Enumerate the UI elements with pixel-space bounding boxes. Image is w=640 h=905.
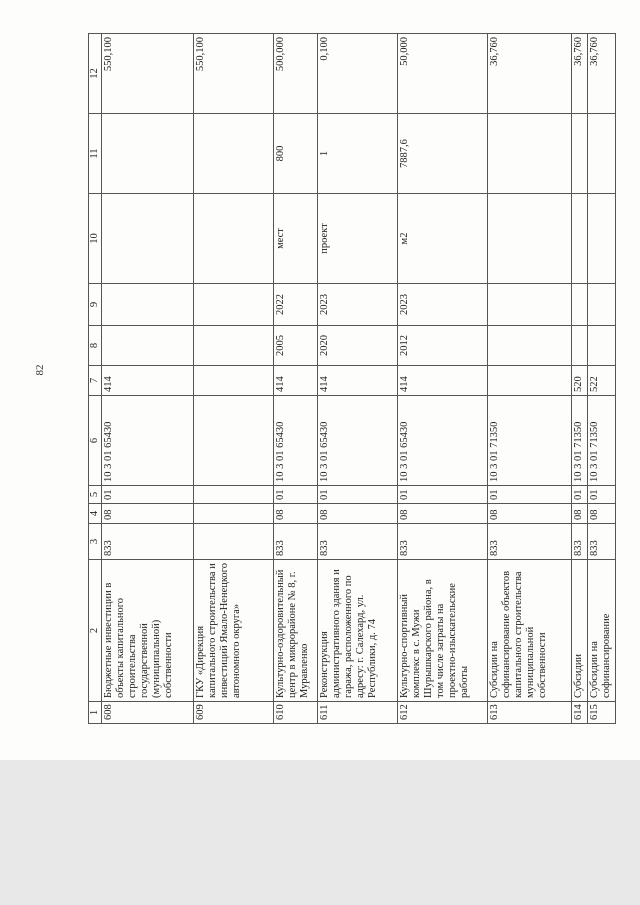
- header-row: [89, 34, 102, 724]
- cell-section: 08: [571, 504, 587, 524]
- cell-end-year: [194, 284, 274, 326]
- col-header: 9: [89, 284, 102, 326]
- cell-section: 08: [102, 504, 194, 524]
- col-header: 8: [89, 326, 102, 366]
- cell-capacity: [194, 114, 274, 194]
- cell-amount: 36,760: [487, 34, 571, 114]
- cell-amount: 0,100: [318, 34, 398, 114]
- cell-end-year: [571, 284, 587, 326]
- cell-unit: [587, 194, 615, 284]
- cell-end-year: 2023: [318, 284, 398, 326]
- cell-start-year: [487, 326, 571, 366]
- table-row: [571, 34, 587, 724]
- cell-amount: 50,000: [397, 34, 487, 114]
- row-number: 609: [194, 702, 274, 724]
- cell-subsection: 01: [397, 486, 487, 504]
- cell-admin-code: 833: [397, 524, 487, 560]
- cell-expense-type: 414: [274, 366, 318, 396]
- cell-expense-type: 414: [102, 366, 194, 396]
- cell-unit: проект: [318, 194, 398, 284]
- cell-section: 08: [587, 504, 615, 524]
- cell-expense-type: 522: [587, 366, 615, 396]
- cell-subsection: 01: [318, 486, 398, 504]
- row-number: 613: [487, 702, 571, 724]
- cell-start-year: 2012: [397, 326, 487, 366]
- document-page: 82 1 2 3 4 5 6 7 8 9 10 11 12 608 Бюджетные инвестиции в объекты капитального строительства государственной (муниципальной) собственности 833 08 01 10 3 01 65430 414 550,100 609 ГКУ «Дирекция капитального строительства и инвестиций Ямало-Ненецкого автономного округа» 550,100 610 Культурно-оздоровительный центр в микрорайоне № 8, г. Муравленко 833 08 01 10 3 01 65430 414 2005 2022 мест 800 500,000 611 Реконструкция административного здания и гаража, расположенного по адресу: г. Салехард, ул. Республики, д. 74 833 08 01 10 3 01 65430 414 2020 2023 проект 1 0,100 612 Культурно-спортивный комплекс в с. Мужи Шурышкарского района, в том числе затраты на проектно-изыскательские работы 833 08 01 10 3 01 65430 414 2012 2023 м2 7887,6 50,000 613 Субсидии на софинансирование объектов капитального строительства муниципальной собственности 833 08 01 10 3 01 71350 36,760 614 Субсидии 833 08 01 10 3 01 71350 520 36,760 615 Субсидии на софинансирование 833 08 01 10 3 01 71350 522 36,760: [0, 0, 640, 760]
- col-header: 4: [89, 504, 102, 524]
- row-name: ГКУ «Дирекция капитального строительства и инвестиций Ямало-Ненецкого автономного округа»: [194, 560, 274, 702]
- cell-target-article: 10 3 01 65430: [318, 396, 398, 486]
- table-row: [274, 34, 318, 724]
- table-row: [397, 34, 487, 724]
- row-number: 615: [587, 702, 615, 724]
- row-number: 610: [274, 702, 318, 724]
- cell-start-year: [571, 326, 587, 366]
- cell-capacity: 1: [318, 114, 398, 194]
- cell-expense-type: [194, 366, 274, 396]
- table-row: [194, 34, 274, 724]
- row-name: Культурно-спортивный комплекс в с. Мужи Шурышкарского района, в том числе затраты на проектно-изыскательские работы: [397, 560, 487, 702]
- cell-target-article: 10 3 01 71350: [587, 396, 615, 486]
- row-name: Культурно-оздоровительный центр в микрорайоне № 8, г. Муравленко: [274, 560, 318, 702]
- cell-capacity: [102, 114, 194, 194]
- cell-capacity: [587, 114, 615, 194]
- col-header: 3: [89, 524, 102, 560]
- cell-capacity: [571, 114, 587, 194]
- cell-admin-code: [194, 524, 274, 560]
- row-name: Субсидии: [571, 560, 587, 702]
- cell-target-article: [194, 396, 274, 486]
- cell-expense-type: 414: [397, 366, 487, 396]
- row-name: Субсидии на софинансирование объектов капитального строительства муниципальной собственности: [487, 560, 571, 702]
- row-name: Субсидии на софинансирование: [587, 560, 615, 702]
- cell-expense-type: [487, 366, 571, 396]
- cell-end-year: 2022: [274, 284, 318, 326]
- cell-subsection: 01: [102, 486, 194, 504]
- cell-admin-code: 833: [571, 524, 587, 560]
- cell-start-year: 2020: [318, 326, 398, 366]
- cell-section: [194, 504, 274, 524]
- cell-amount: 550,100: [102, 34, 194, 114]
- col-header: 7: [89, 366, 102, 396]
- cell-subsection: 01: [587, 486, 615, 504]
- cell-amount: 36,760: [571, 34, 587, 114]
- row-number: 608: [102, 702, 194, 724]
- row-name: Реконструкция административного здания и гаража, расположенного по адресу: г. Салехард, ул. Республики, д. 74: [318, 560, 398, 702]
- cell-target-article: 10 3 01 65430: [102, 396, 194, 486]
- cell-admin-code: 833: [487, 524, 571, 560]
- cell-start-year: 2005: [274, 326, 318, 366]
- cell-admin-code: 833: [274, 524, 318, 560]
- table-row: [587, 34, 615, 724]
- col-header: 2: [89, 560, 102, 702]
- col-header: 12: [89, 34, 102, 114]
- cell-admin-code: 833: [102, 524, 194, 560]
- cell-admin-code: 833: [587, 524, 615, 560]
- cell-subsection: 01: [487, 486, 571, 504]
- row-number: 614: [571, 702, 587, 724]
- cell-unit: [194, 194, 274, 284]
- cell-unit: [102, 194, 194, 284]
- table-row: [487, 34, 571, 724]
- cell-subsection: 01: [571, 486, 587, 504]
- cell-target-article: 10 3 01 71350: [487, 396, 571, 486]
- col-header: 5: [89, 486, 102, 504]
- cell-end-year: 2023: [397, 284, 487, 326]
- cell-capacity: 7887,6: [397, 114, 487, 194]
- cell-capacity: 800: [274, 114, 318, 194]
- cell-start-year: [587, 326, 615, 366]
- cell-section: 08: [397, 504, 487, 524]
- row-name: Бюджетные инвестиции в объекты капитального строительства государственной (муниципальной) собственности: [102, 560, 194, 702]
- cell-start-year: [102, 326, 194, 366]
- row-number: 612: [397, 702, 487, 724]
- col-header: 1: [89, 702, 102, 724]
- col-header: 6: [89, 396, 102, 486]
- cell-expense-type: 414: [318, 366, 398, 396]
- budget-table: [88, 33, 616, 724]
- cell-admin-code: 833: [318, 524, 398, 560]
- cell-end-year: [102, 284, 194, 326]
- cell-target-article: 10 3 01 65430: [274, 396, 318, 486]
- cell-target-article: 10 3 01 71350: [571, 396, 587, 486]
- row-number: 611: [318, 702, 398, 724]
- cell-section: 08: [274, 504, 318, 524]
- cell-subsection: 01: [274, 486, 318, 504]
- cell-end-year: [487, 284, 571, 326]
- cell-start-year: [194, 326, 274, 366]
- cell-unit: [571, 194, 587, 284]
- col-header: 11: [89, 114, 102, 194]
- table-row: [318, 34, 398, 724]
- cell-section: 08: [487, 504, 571, 524]
- cell-amount: 36,760: [587, 34, 615, 114]
- cell-expense-type: 520: [571, 366, 587, 396]
- cell-subsection: [194, 486, 274, 504]
- cell-target-article: 10 3 01 65430: [397, 396, 487, 486]
- cell-section: 08: [318, 504, 398, 524]
- rotated-table-wrapper: [88, 34, 616, 724]
- col-header: 10: [89, 194, 102, 284]
- cell-unit: м2: [397, 194, 487, 284]
- cell-unit: [487, 194, 571, 284]
- cell-capacity: [487, 114, 571, 194]
- cell-amount: 500,000: [274, 34, 318, 114]
- cell-amount: 550,100: [194, 34, 274, 114]
- cell-unit: мест: [274, 194, 318, 284]
- cell-end-year: [587, 284, 615, 326]
- table-row: [102, 34, 194, 724]
